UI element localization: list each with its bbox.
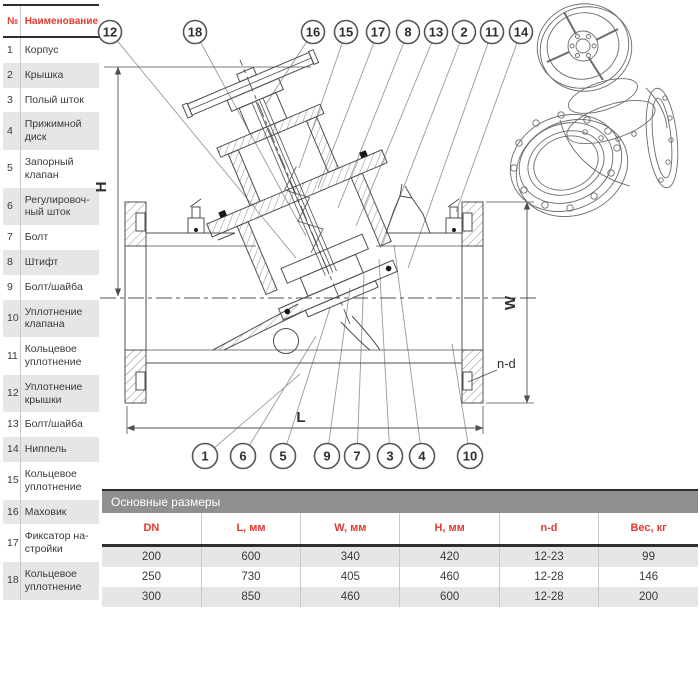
svg-text:6: 6	[239, 448, 247, 464]
part-name: Кольцевое уплотнение	[20, 562, 99, 600]
callout-13	[425, 21, 448, 44]
dims-header-nd: n-d	[499, 513, 598, 546]
valve-body-section	[100, 34, 540, 403]
callout-5	[271, 444, 296, 469]
part-number: 4	[7, 124, 13, 137]
dims-cell: 12-28	[499, 567, 598, 587]
callout-6	[231, 444, 256, 469]
dims-cell: 730	[201, 567, 300, 587]
part-name: Штифт	[20, 250, 99, 275]
callout-3	[378, 444, 403, 469]
part-name: Фиксатор настройки	[20, 524, 99, 562]
svg-text:2: 2	[460, 24, 468, 40]
part-number: 16	[7, 505, 19, 518]
test-nipple-right	[446, 199, 462, 233]
dims-header-h: H, мм	[400, 513, 499, 546]
svg-text:16: 16	[305, 24, 321, 40]
test-nipple-left	[188, 199, 204, 233]
part-number: 6	[7, 199, 13, 212]
dims-cell: 460	[301, 587, 400, 607]
dims-cell: 146	[599, 567, 698, 587]
part-name: Кольцевое уплотнение	[20, 337, 99, 375]
dim-label-nd: n-d	[497, 356, 516, 371]
part-number: 1	[7, 44, 13, 56]
part-name: Маховик	[20, 500, 99, 525]
svg-text:8: 8	[404, 24, 412, 40]
dims-cell: 12-23	[499, 546, 598, 568]
dims-cell: 99	[599, 546, 698, 568]
svg-text:13: 13	[428, 24, 444, 40]
callout-8	[397, 21, 420, 44]
callout-10	[458, 444, 483, 469]
dims-cell: 250	[141, 571, 161, 583]
part-name: Запорный клапан	[20, 150, 99, 188]
part-number: 17	[7, 536, 19, 549]
callout-11	[481, 21, 504, 44]
callout-7	[345, 444, 370, 469]
part-number: 9	[7, 280, 13, 293]
callout-14	[510, 21, 533, 44]
dimensions-table-title: Основные размеры	[102, 489, 698, 513]
dims-cell: 600	[201, 546, 300, 568]
svg-text:18: 18	[187, 24, 203, 40]
svg-text:4: 4	[418, 448, 426, 464]
part-number: 8	[7, 255, 13, 268]
callouts-top	[99, 21, 533, 44]
part-name: Кольцевое уплотнение	[20, 462, 99, 500]
callout-2	[453, 21, 476, 44]
dims-cell: 340	[301, 546, 400, 568]
parts-header-name: Наименование	[20, 5, 99, 37]
dims-header-wt: Вес, кг	[599, 513, 698, 546]
svg-text:14: 14	[513, 24, 529, 40]
svg-text:1: 1	[201, 448, 209, 464]
left-collar	[218, 233, 235, 240]
part-number: 2	[7, 68, 13, 81]
svg-text:5: 5	[279, 448, 287, 464]
callout-4	[410, 444, 435, 469]
svg-text:17: 17	[370, 24, 386, 40]
dim-label-w: W	[502, 295, 519, 311]
callouts-bottom	[193, 444, 483, 469]
part-name: Крышка	[20, 63, 99, 88]
dims-cell: 460	[400, 567, 499, 587]
dims-cell: 12-28	[499, 587, 598, 607]
callout-9	[315, 444, 340, 469]
part-name: Болт/шайба	[20, 275, 99, 300]
part-number: 15	[7, 474, 19, 487]
part-name: Болт	[20, 225, 99, 250]
dims-table-body	[102, 546, 698, 608]
right-flange	[462, 202, 483, 403]
dims-cell: 405	[301, 567, 400, 587]
flow-partition	[213, 304, 380, 354]
part-name: Уплотнение крышки	[20, 375, 99, 413]
callout-12	[99, 21, 122, 44]
part-number: 11	[7, 349, 18, 362]
table-row	[3, 524, 99, 562]
part-name: Ниппель	[20, 437, 99, 462]
dimensions-table	[102, 489, 698, 607]
svg-text:11: 11	[485, 24, 499, 40]
part-number: 13	[7, 418, 19, 431]
part-number: 3	[7, 93, 13, 106]
callout-16	[302, 21, 325, 44]
dims-cell: 300	[141, 591, 161, 603]
svg-text:7: 7	[353, 448, 361, 464]
callout-1	[193, 444, 218, 469]
callout-18	[184, 21, 207, 44]
table-row	[102, 546, 698, 568]
callout-15	[335, 21, 358, 44]
dims-cell: 420	[400, 546, 499, 568]
dim-label-l: L	[296, 409, 306, 426]
svg-text:9: 9	[323, 448, 331, 464]
left-flange	[125, 202, 146, 403]
dim-label-h: H	[93, 181, 110, 193]
table-row	[3, 500, 99, 525]
part-number: 7	[7, 231, 13, 244]
svg-text:15: 15	[338, 24, 354, 40]
dims-header-dn: DN	[102, 513, 201, 546]
dims-header-row	[102, 513, 698, 546]
part-name: Регулировочный шток	[20, 188, 99, 226]
part-name: Полый шток	[20, 88, 99, 113]
table-row	[102, 567, 698, 587]
part-number: 10	[7, 311, 19, 324]
part-name: Корпус	[20, 37, 99, 63]
svg-text:10: 10	[462, 448, 478, 464]
dims-cell: 600	[400, 587, 499, 607]
dims-cell: 200	[141, 551, 161, 563]
dims-cell: 200	[599, 587, 698, 607]
dims-header-l: L, мм	[201, 513, 300, 546]
dims-cell: 850	[201, 587, 300, 607]
table-row	[102, 587, 698, 607]
part-name: Болт/шайба	[20, 412, 99, 437]
bonnet-assembly	[158, 34, 431, 339]
dims-header-w: W, мм	[301, 513, 400, 546]
part-name: Уплотнение клапана	[20, 300, 99, 338]
svg-text:12: 12	[102, 24, 118, 40]
part-number: 14	[7, 443, 19, 456]
table-row	[3, 562, 99, 600]
callout-17	[367, 21, 390, 44]
part-number: 5	[7, 162, 13, 175]
svg-text:3: 3	[386, 448, 394, 464]
part-name: Прижимной диск	[20, 112, 99, 150]
handwheel	[180, 43, 319, 118]
part-number: 12	[7, 387, 19, 400]
parts-header-num: №	[3, 5, 20, 37]
part-number: 18	[7, 574, 19, 587]
